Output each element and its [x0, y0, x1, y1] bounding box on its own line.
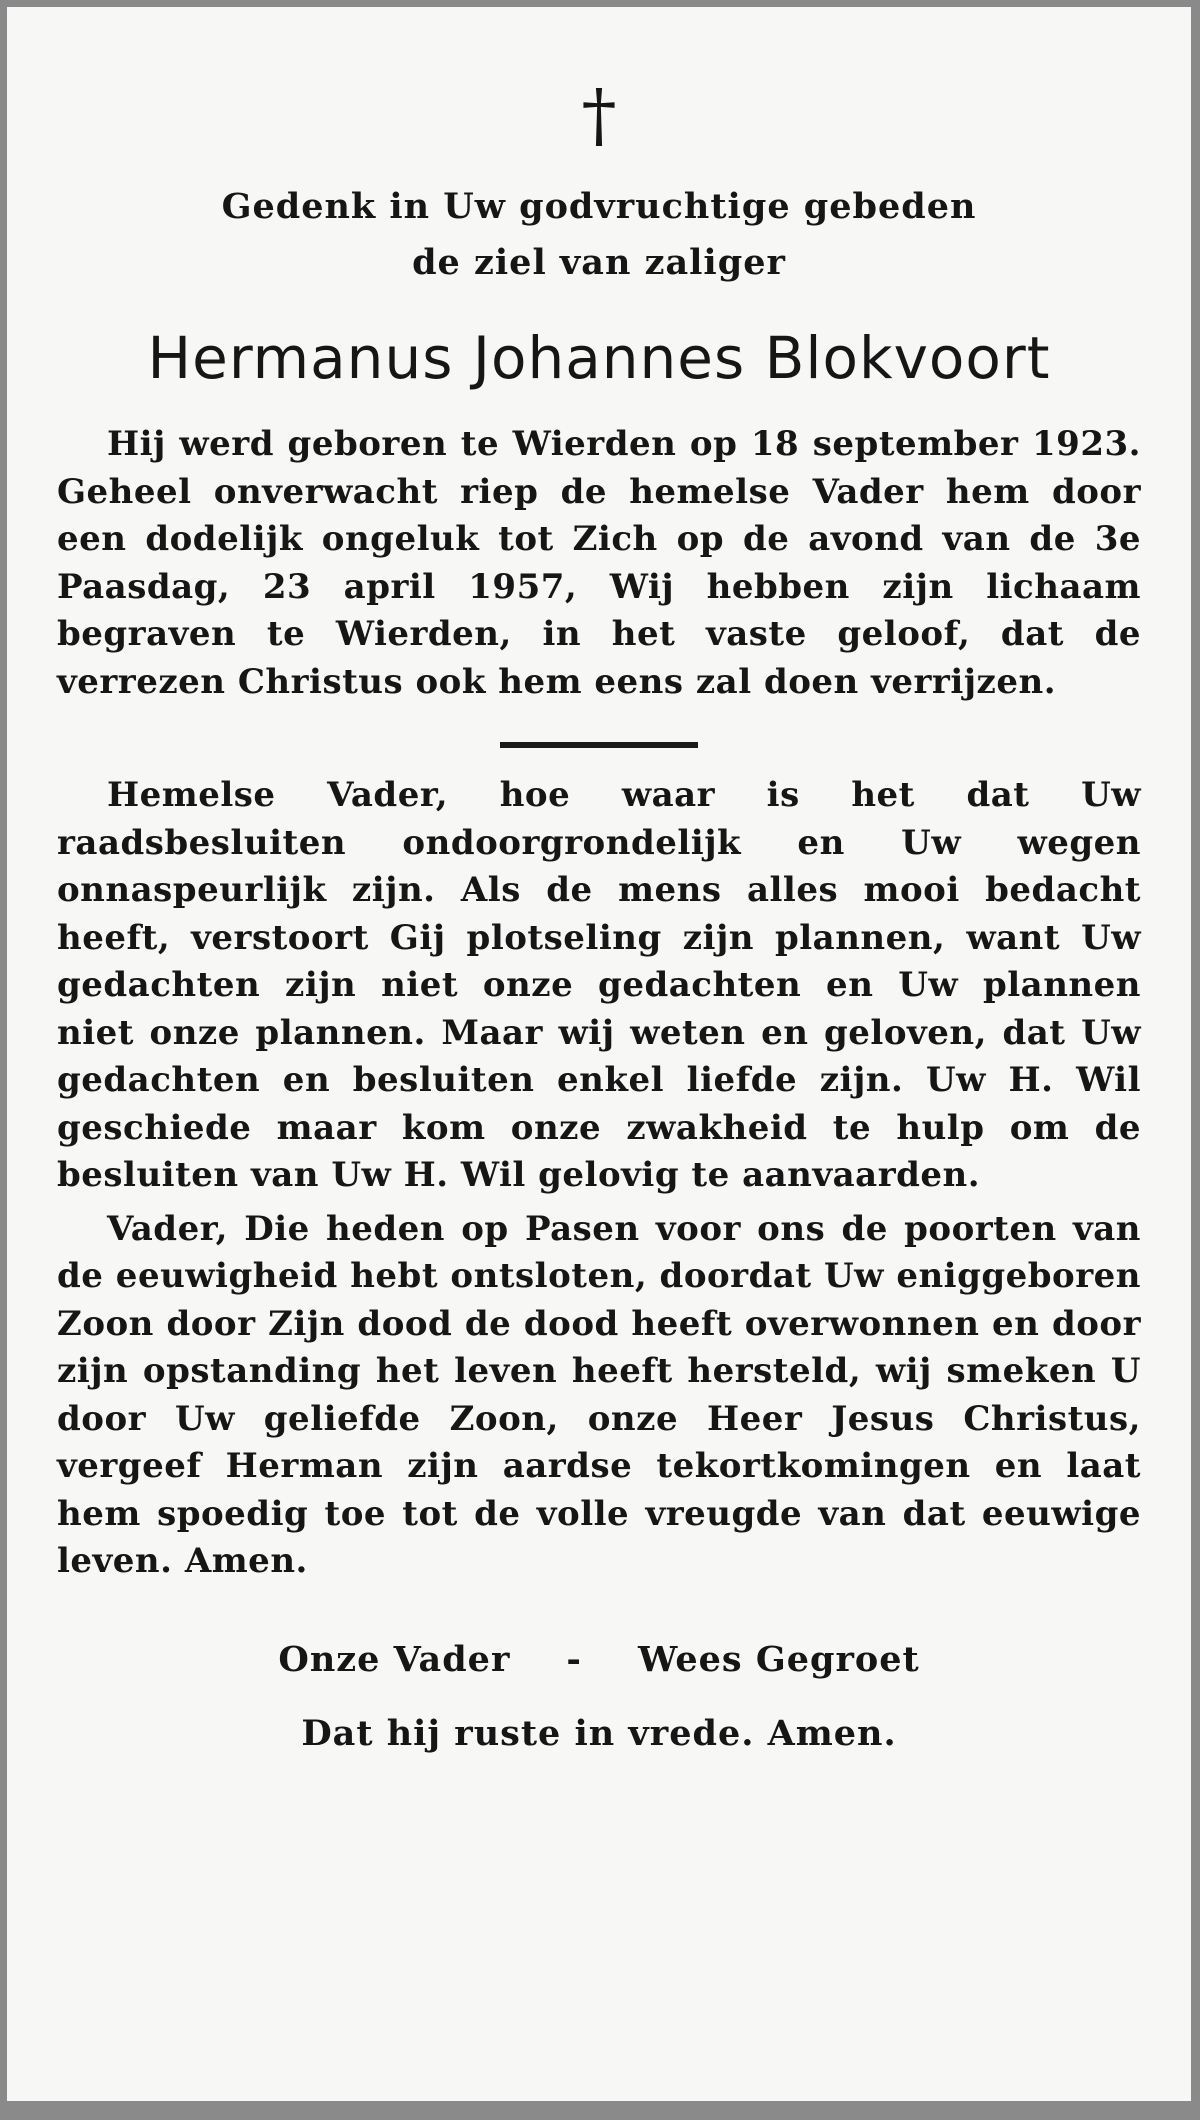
intro-line-2: de ziel van zaliger: [412, 242, 786, 283]
cross-icon: †: [581, 74, 617, 156]
deceased-name: Hermanus Johannes Blokvoort: [147, 324, 1051, 392]
intro-line-1: Gedenk in Uw godvruchtige gebeden: [221, 186, 977, 227]
biography-paragraph: Hij werd geboren te Wierden op 18 september 1923. Geheel onverwacht riep de hemelse Vader hem door een dodelijk ongeluk tot Zich op de avond van de 3e Paasdag, 23 april 1957, Wij hebben zijn lichaam begraven te Wierden, in het vaste geloof, dat de verrezen Christus ook hem eens zal doen verrijzen.: [57, 424, 1141, 702]
prayer-paragraph-1: Hemelse Vader, hoe waar is het dat Uw raadsbesluiten ondoorgrondelijk en Uw wegen onnaspeurlijk zijn. Als de mens alles mooi bedacht heeft, verstoort Gij plotseling zijn plannen, want Uw gedachten zijn niet onze gedachten en Uw plannen niet onze plannen. Maar wij weten en geloven, dat Uw gedachten en besluiten enkel liefde zijn. Uw H. Wil geschiede maar kom onze zwakheid te hulp om de besluiten van Uw H. Wil gelovig te aanvaarden.: [57, 775, 1141, 1195]
prayer-separator: -: [566, 1638, 582, 1680]
closing-line: Dat hij ruste in vrede. Amen.: [301, 1712, 897, 1754]
card-content: [57, 75, 1141, 1762]
prayer-titles: [57, 1632, 1141, 1688]
prayer-title-wees-gegroet: Wees Gegroet: [637, 1638, 920, 1680]
prayer-paragraph-2: Vader, Die heden op Pasen voor ons de poorten van de eeuwigheid hebt ontsloten, doordat Uw eniggeboren Zoon door Zijn dood de dood heeft overwonnen en door zijn opstanding het leven heeft hersteld, wij smeken U door Uw geliefde Zoon, onze Heer Jesus Christus, vergeef Herman zijn aardse tekortkomingen en laat hem spoedig toe tot de volle vreugde van dat eeuwige leven. Amen.: [57, 1208, 1141, 1581]
memorial-card: [7, 7, 1191, 2101]
divider: [500, 742, 698, 748]
prayer-title-onze-vader: Onze Vader: [278, 1638, 511, 1680]
